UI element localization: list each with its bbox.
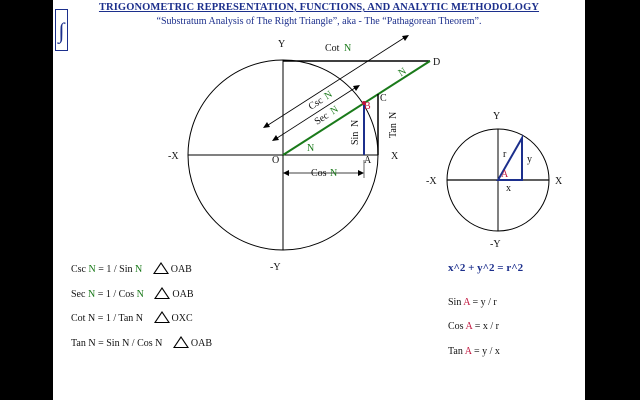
eq-sin-a: Sin A = y / r	[448, 297, 497, 308]
csc-arrow-right	[402, 35, 409, 41]
hyp-n-label: N	[396, 65, 409, 80]
cot-label: Cot	[325, 43, 340, 54]
sin-label-group	[350, 120, 361, 145]
eq-cos-a: Cos A = x / r	[448, 321, 499, 332]
eq-sec: Sec N = 1 / Cos N OAB	[71, 289, 194, 300]
point-a: A	[364, 155, 372, 166]
cos-label: Cos	[311, 168, 327, 179]
cos-arrow-left	[283, 170, 289, 176]
cot-n: N	[344, 43, 352, 54]
axis-label-neg-x: -X	[168, 151, 179, 162]
sin-n: N	[350, 119, 361, 127]
point-b: B	[364, 101, 371, 112]
sec-n: N	[328, 104, 341, 118]
small-axis-label-x: X	[555, 176, 563, 187]
sec-arrow-right	[353, 85, 360, 91]
triangle-icon	[154, 311, 170, 323]
integral-icon: ∫	[55, 9, 68, 51]
sec-arrow-left	[272, 135, 279, 141]
csc-label: Csc	[306, 95, 326, 113]
eq-csc: Csc N = 1 / Sin N OAB	[71, 264, 192, 275]
small-axis-label-y: Y	[493, 111, 501, 122]
angle-n-label: N	[307, 143, 315, 154]
csc-arrow-left	[263, 122, 270, 128]
page-title: TRIGONOMETRIC REPRESENTATION, FUNCTIONS, AND ANALYTIC METHODOLOGY	[98, 2, 540, 13]
page-subtitle: “Substratum Analysis of The Right Triangle”, aka - The “Pathagorean Theorem”.	[156, 16, 482, 27]
point-c: C	[380, 93, 387, 104]
small-x-label: x	[506, 183, 511, 194]
sec-label: Sec	[312, 110, 331, 128]
pythagorean-equation: x^2 + y^2 = r^2	[448, 262, 524, 274]
triangle-icon	[173, 336, 189, 348]
cos-n: N	[330, 168, 338, 179]
axis-label-neg-y: -Y	[270, 262, 281, 273]
eq-tan-a: Tan A = y / x	[448, 346, 500, 357]
small-axis-label-neg-y: -Y	[490, 239, 501, 250]
point-d: D	[433, 57, 441, 68]
cos-arrow-right	[358, 170, 364, 176]
csc-n: N	[322, 89, 335, 103]
tan-n: N	[388, 111, 399, 119]
eq-tan: Tan N = Sin N / Cos N OAB	[71, 338, 212, 349]
eq-cot: Cot N = 1 / Tan N OXC	[71, 313, 193, 324]
small-angle-a: A	[501, 169, 509, 180]
triangle-icon	[153, 262, 169, 274]
small-y-label: y	[527, 154, 532, 165]
axis-label-x: X	[391, 151, 399, 162]
slide	[53, 0, 585, 400]
tan-label: Tan	[388, 123, 399, 138]
small-r-label: r	[503, 149, 507, 160]
tan-label-group	[388, 112, 399, 138]
small-axis-label-neg-x: -X	[426, 176, 437, 187]
point-o: O	[272, 155, 280, 166]
axis-label-y: Y	[278, 39, 286, 50]
triangle-icon	[154, 287, 170, 299]
sin-label: Sin	[350, 131, 361, 145]
